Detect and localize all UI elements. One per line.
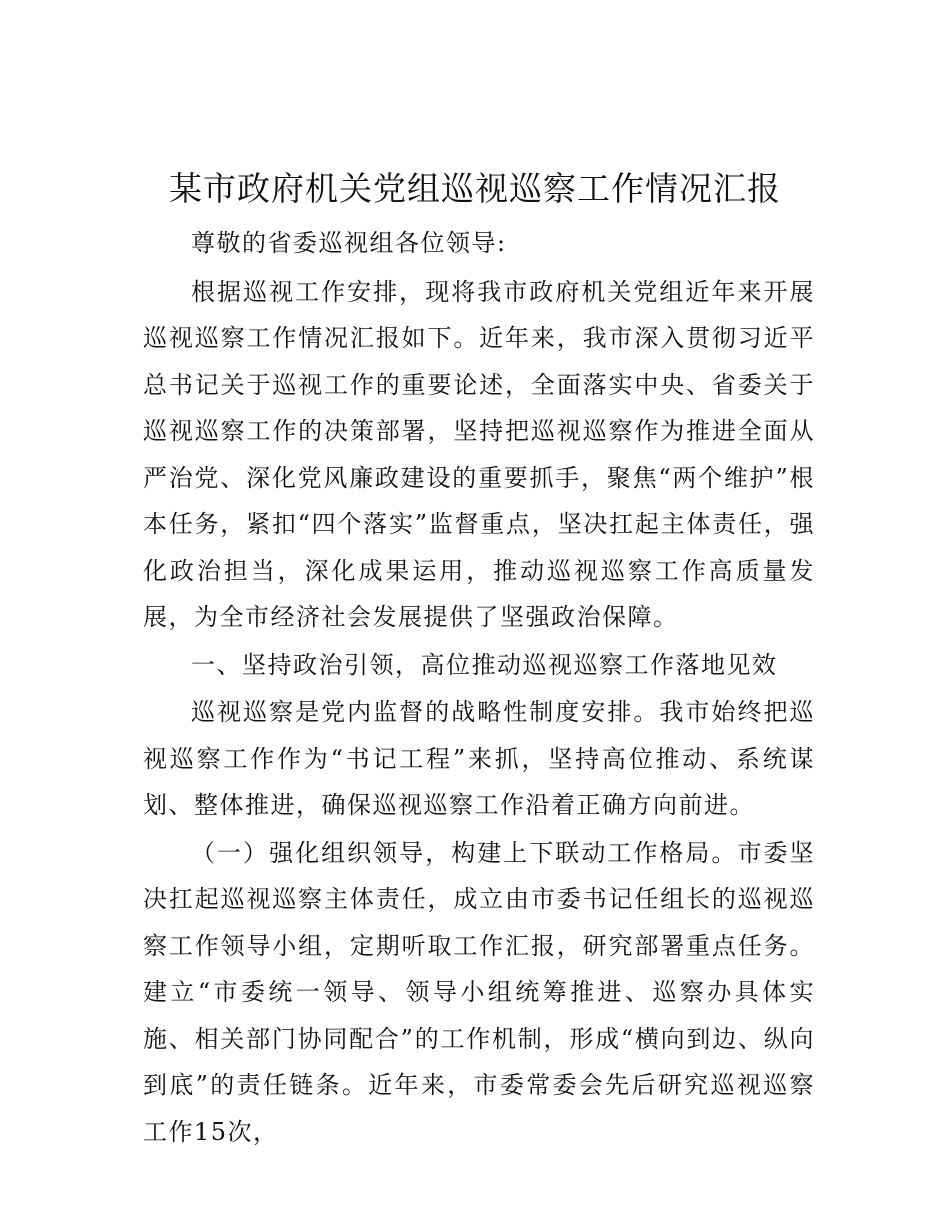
section-heading-1: 一、坚持政治引领，高位推动巡视巡察工作落地见效	[191, 650, 778, 679]
salutation: 尊敬的省委巡视组各位领导:	[191, 229, 507, 257]
paragraph-section-1-intro: 巡视巡察是党内监督的战略性制度安排。我市始终把巡视巡察工作作为“书记工程”来抓，坚持高位推动、系统谋划、整体推进，确保巡视巡察工作沿着正确方向前进。	[143, 698, 815, 819]
document-body	[143, 220, 815, 1155]
paragraph-subsection-1: （一）强化组织领导，构建上下联动工作格局。市委坚决扛起巡视巡察主体责任，成立由市委书记任组长的巡视巡察工作领导小组，定期听取工作汇报，研究部署重点任务。建立“市委统一领导、领导小组统筹推进、巡察办具体实施、相关部门协同配合”的工作机制，形成“横向到边、纵向到底”的责任链条。近年来，市委常委会先后研究巡视巡察工作15次，	[143, 838, 815, 1146]
document-title: 某市政府机关党组巡视巡察工作情况汇报	[169, 169, 781, 208]
paragraph-intro: 根据巡视工作安排，现将我市政府机关党组近年来开展巡视巡察工作情况汇报如下。近年来，我市深入贯彻习近平总书记关于巡视工作的重要论述，全面落实中央、省委关于巡视巡察工作的决策部署，坚持把巡视巡察作为推进全面从严治党、深化党风廉政建设的重要抓手，聚焦“两个维护”根本任务，紧扣“四个落实”监督重点，坚决扛起主体责任，强化政治担当，深化成果运用，推动巡视巡察工作高质量发展，为全市经济社会发展提供了坚强政治保障。	[143, 277, 815, 631]
